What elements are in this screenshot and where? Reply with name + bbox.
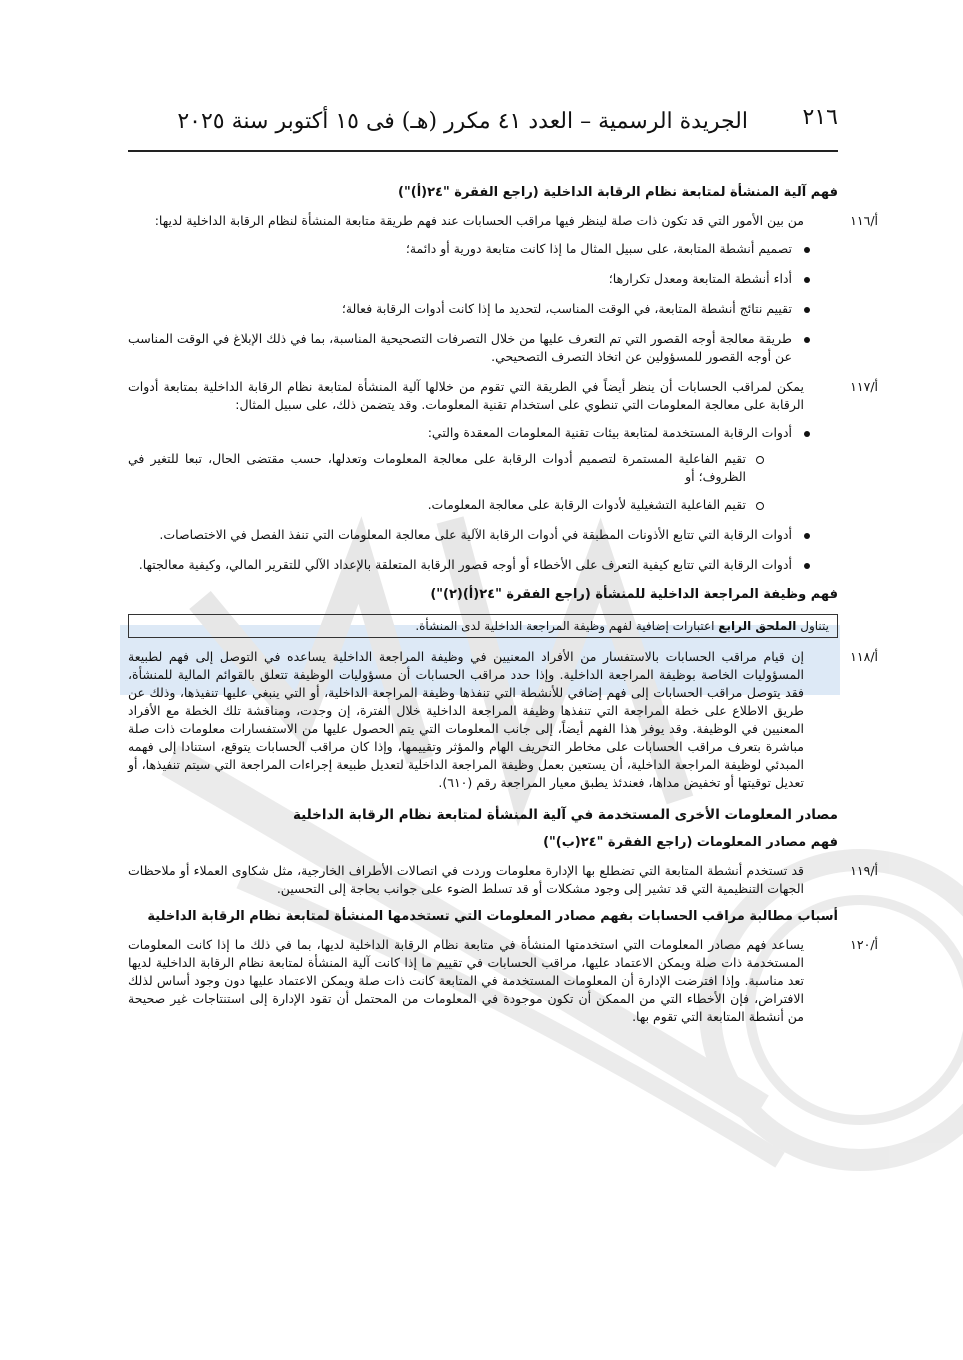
- paragraph-number: أ/١٢٠: [850, 937, 878, 952]
- sub-list-item: تقيم الفاعلية التشغيلية لأدوات الرقابة على معالجة المعلومات.: [128, 496, 768, 514]
- paragraph-text: من بين الأمور التي قد تكون ذات صلة لينظر فيها مراقب الحسابات عند فهم طريقة متابعة المنشأة لنظام الرقابة الداخلية لديها:: [154, 213, 804, 228]
- paragraph-number: أ/١١٩: [850, 863, 878, 878]
- list-item-text: أدوات الرقابة المستخدمة لمتابعة بيئات تقنية المعلومات المعقدة والتي:: [427, 425, 792, 440]
- page-header: [128, 105, 838, 152]
- note-prefix: يتناول: [800, 619, 829, 633]
- section-heading-understanding-sources: فهم مصادر المعلومات (راجع الفقرة "٢٤(ب)"): [543, 835, 838, 850]
- list-item: تصميم أنشطة المتابعة، على سبيل المثال ما إذا كانت متابعة دورية أو دائمة؛: [128, 240, 814, 258]
- paragraph-number: أ/١١٦: [850, 213, 878, 228]
- paragraph-a120: [128, 936, 878, 1026]
- note-appendix-ref: الملحق الرابع: [718, 619, 797, 633]
- appendix-note-box: [128, 614, 838, 638]
- list-item: [128, 424, 814, 514]
- document-body: [128, 178, 878, 1036]
- gazette-title: الجريدة الرسمية – العدد ٤١ مكرر (هـ) فى ١٥ أكتوبر سنة ٢٠٢٥: [177, 109, 748, 134]
- paragraph-a117: [128, 378, 878, 414]
- page-number: ٢١٦: [802, 105, 838, 130]
- section-heading-reasons: أسباب مطالبة مراقب الحسابات بفهم مصادر المعلومات التي تستخدمها المنشأة لمتابعة نظام الرقابة الداخلية: [147, 909, 838, 924]
- list-item: تقييم نتائج أنشطة المتابعة، في الوقت المناسب، لتحديد ما إذا كانت أدوات الرقابة فعالة؛: [128, 300, 814, 318]
- paragraph-text: يمكن لمراقب الحسابات أن ينظر أيضاً في الطريقة التي تقوم من خلالها آلية المنشأة لمتابعة نظام الرقابة الداخلية بمتابعة أدوات الرقابة على معالجة المعلومات التي تنطوي على استخدام تقنية المعلومات. وقد يتضمن ذلك، على سبيل المثال:: [128, 379, 804, 412]
- list-item: أدوات الرقابة التي تتابع كيفية التعرف على الأخطاء أو أوجه قصور الرقابة المتعلقة بالإعداد الآلي للتقرير المالي، وكيفية معالجتها.: [128, 556, 814, 574]
- list-item: أدوات الرقابة التي تتابع الأذونات المطبقة في أدوات الرقابة الآلية على معالجة المعلومات التي تنفذ الفصل في الاختصاصات.: [128, 526, 814, 544]
- paragraph-text: إن قيام مراقب الحسابات بالاستفسار من الأفراد المعنيين في وظيفة المراجعة الداخلية يساعده في التوصل إلى فهم لطبيعة المسؤوليات الخاصة بوظيفة المراجعة الداخلية. وإذا حدد مراقب الحسابات أن مسؤوليات الوظيفة تتعلق بالقوائم المالية للمنشأة، فقد يتوصل مراقب الحسابات إلى فهم إضافي للأنشطة التي تنفذها وظيفة المراجعة الداخلية، أو التي ينبغي عليها تنفيذها، وذلك عن طريق الاطلاع على خطة المراجعة التي تنفذها وظيفة المراجعة الداخلية خلال الفترة، إن وجدت، ومناقشة تلك الخطة مع الأفراد المعنيين في الوظيفة. وقد يوفر هذا الفهم أيضاً، إلى جانب المعلومات التي يتم الحصول عليها من الاستفسارات معلومات ذات صلة مباشرة بتعرف مراقب الحسابات على مخاطر التحريف الهام والمؤثر وتقييمها، وإذا كان مراقب الحسابات يتوقع، استنادا إلى فهمه المبدئي لوظيفة المراجعة الداخلية، أن يستعين بعمل وظيفة المراجعة الداخلية لتعديل طبيعة إجراءات المراجعة التي سيتم تنفيذها، أو تعديل توقيتها أو تخفيض مداها، فعندئذ يطبق معيار المراجعة رقم (٦١٠).: [128, 649, 804, 790]
- section-heading-monitoring: فهم آلية المنشأة لمتابعة نظام الرقابة الداخلية (راجع الفقرة "٢٤(أ)"): [398, 185, 838, 200]
- paragraph-a118: [128, 648, 878, 792]
- paragraph-text: يساعد فهم مصادر المعلومات التي استخدمتها المنشأة في متابعة نظام الرقابة الداخلية لديها، بما في ذلك ما إذا كانت المعلومات المستخدمة ذات صلة ويمكن الاعتماد عليها، مراقب الحسابات في تقييم ما إذا كانت آلية المنشأة لمتابعة نظام الرقابة الداخلية لديها تعد مناسبة. وإذا افترضت الإدارة أن المعلومات المستخدمة في المتابعة كانت ذات صلة ويمكن الاعتماد عليها دون وجود أساس لذلك الافتراض، فإن الأخطاء التي من الممكن أن تكون موجودة في المعلومات من المحتمل أن تقود الإدارة إلى استنتاجات غير صحيحة من أنشطة المتابعة التي تقوم بها.: [128, 937, 804, 1024]
- list-item: أداء أنشطة المتابعة ومعدل تكرارها؛: [128, 270, 814, 288]
- list-item: طريقة معالجة أوجه القصور التي تم التعرف عليها من خلال التصرفات التصحيحية المناسبة، بما في ذلك الإبلاغ في الوقت المناسب عن أوجه القصور للمسؤولين عن اتخاذ التصرف التصحيحي.: [128, 330, 814, 366]
- sub-list-item: تقيم الفاعلية المستمرة لتصميم أدوات الرقابة على معالجة المعلومات وتعدلها، حسب مقتضى الحال، تبعا للتغير في الظروف؛ أو: [128, 450, 768, 486]
- sub-list: [128, 450, 792, 514]
- bullet-list-a117: [128, 424, 838, 574]
- section-heading-internal-audit: فهم وظيفة المراجعة الداخلية للمنشأة (راجع الفقرة "٢٤(أ)(٢)"): [430, 587, 838, 602]
- section-heading-other-sources: مصادر المعلومات الأخرى المستخدمة في آلية المنشأة لمتابعة نظام الرقابة الداخلية: [292, 807, 838, 823]
- paragraph-a116: [128, 212, 878, 230]
- paragraph-a119: [128, 862, 878, 898]
- note-rest: اعتبارات إضافية لفهم وظيفة المراجعة الداخلية لدى المنشأة.: [415, 619, 715, 633]
- paragraph-number: أ/١١٨: [850, 649, 878, 664]
- bullet-list-a116: [128, 240, 838, 366]
- paragraph-number: أ/١١٧: [850, 379, 878, 394]
- paragraph-text: قد تستخدم أنشطة المتابعة التي تضطلع بها الإدارة معلومات وردت في اتصالات الأطراف الخارجية، مثل شكاوى العملاء أو ملاحظات الجهات التنظيمية التي قد تشير إلى وجود مشكلات أو قد تسلط الضوء على جوانب بحاجة إلى التحسين.: [128, 863, 804, 896]
